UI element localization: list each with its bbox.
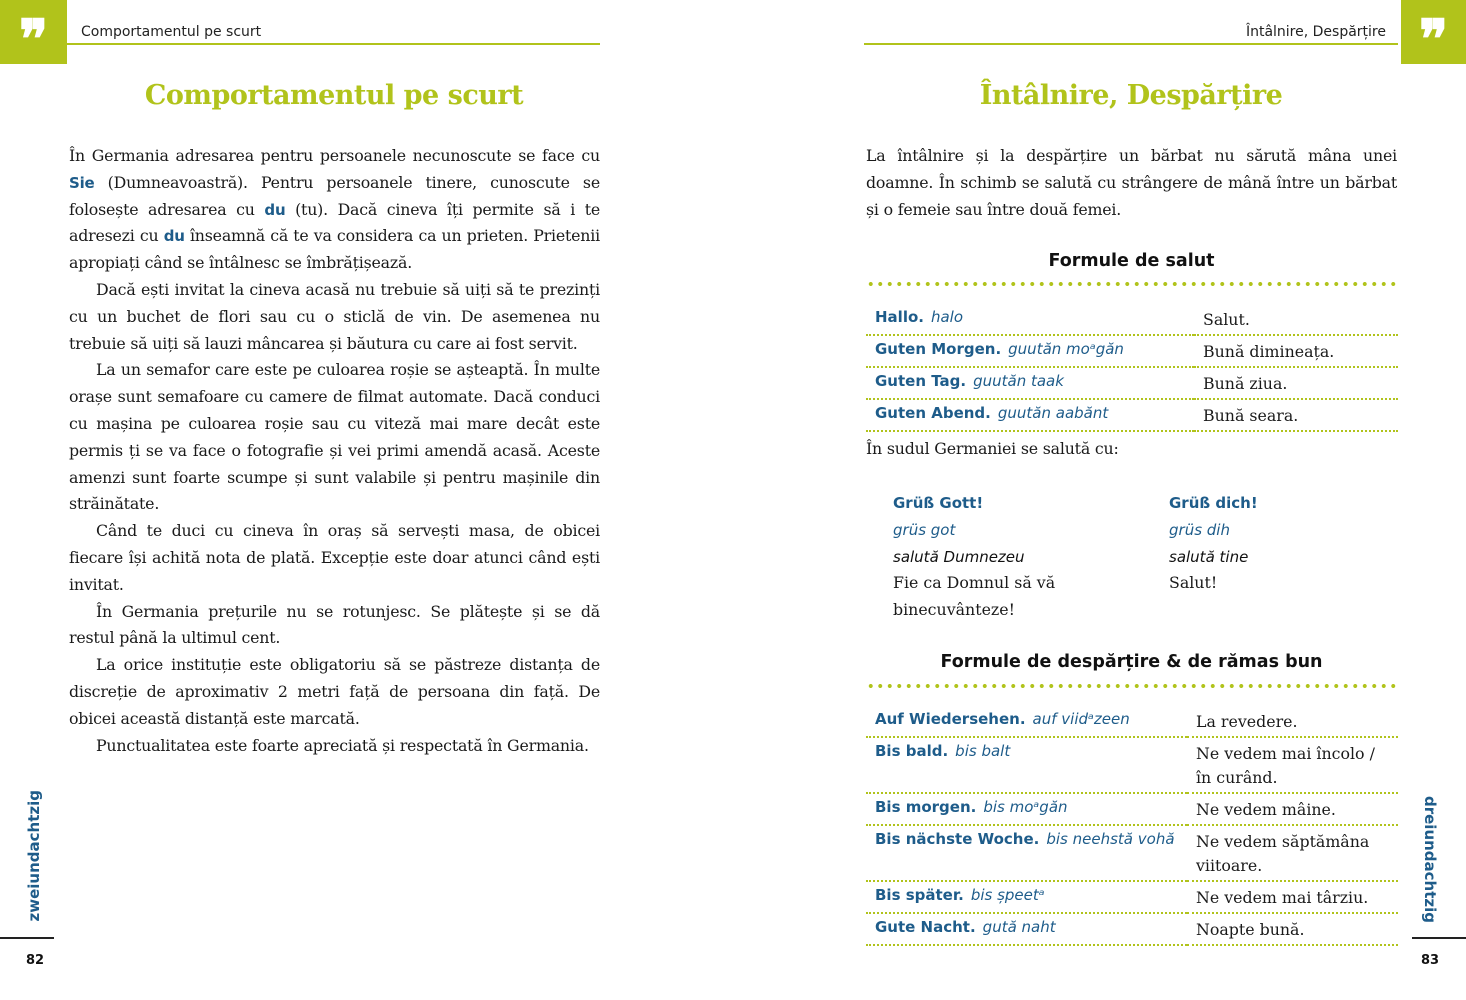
keyword: du (163, 227, 185, 246)
german-phrase: Bis nächste Woche. bis neehstă vohă (866, 825, 1187, 881)
table-row (866, 304, 1398, 335)
translation: Bună ziua. (1194, 367, 1398, 399)
paragraph: La orice instituție este obligatoriu să se păstreze distanța de discreție de aproximativ 2 metri față de persoana din față. De obicei această distanță este marcată. (69, 655, 600, 728)
translation: Bună seara. (1194, 399, 1398, 431)
keyword: du (264, 200, 286, 219)
paragraph: La un semafor care este pe culoarea roșie se așteaptă. În multe orașe sunt semafoare cu camere de filmat automate. Dacă conduci cu mașina pe culoarea roșie sau cu viteză mai mare decât este permis ți se va face o fotografie și vei primi amendă acasă. Aceste amenzi sunt foarte scumpe și sunt valabile și pentru mașinile din străinătate. (69, 360, 600, 514)
translation: Ne vedem mai încolo / în curând. (1187, 737, 1398, 793)
article-body (69, 143, 600, 759)
table-row (866, 737, 1398, 793)
german-phrase: Auf Wiedersehen. auf viidᵃzeen (866, 706, 1187, 737)
page-number-word: dreiundachtzig (1421, 796, 1439, 924)
german-phrase: Guten Morgen. guutăn moᵃgăn (866, 335, 1194, 367)
table-row (866, 913, 1398, 945)
german-phrase: Hallo. halo (866, 304, 1194, 335)
german-phrase: Grüß Gott! (893, 494, 984, 512)
keyword: Sie (69, 173, 95, 192)
quote-mark-icon: ❞ (1401, 0, 1466, 64)
literal-translation: salută Dumnezeu (893, 547, 1025, 566)
intro-text (866, 143, 1397, 223)
table-row (866, 367, 1398, 399)
translation: Ne vedem mâine. (1187, 793, 1398, 825)
meaning: Fie ca Domnul să vă binecuvânteze! (893, 573, 1056, 620)
table-row (866, 825, 1398, 881)
german-phrase: Grüß dich! (1169, 494, 1258, 512)
page-number: 83 (1421, 953, 1440, 968)
running-head: Întâlnire, Despărțire (1245, 24, 1386, 40)
german-phrase: Guten Abend. guutăn aabănt (866, 399, 1194, 431)
literal-translation: salută tine (1169, 547, 1249, 566)
table-row (866, 335, 1398, 367)
german-phrase: Gute Nacht. gută naht (866, 913, 1187, 945)
greetings-heading: Formule de salut (1048, 251, 1215, 271)
paragraph: În Germania adresarea pentru persoanele necunoscute se face cu Sie (Dumneavoastră). Pentru persoanele tinere, cunoscute se folosește adresarea cu du (tu). Dacă cineva îți permite să i te adresezi cu du înseamnă că te va considera ca un prieten. Prietenii apropiați când se întâlnesc se îmbrățișează. (69, 146, 601, 273)
translation: Salut. (1194, 304, 1398, 335)
page-number: 82 (26, 953, 45, 968)
table-row (866, 399, 1398, 431)
south-greeting-2 (1169, 490, 1389, 597)
german-phrase: Guten Tag. guutăn taak (866, 367, 1194, 399)
paragraph: Când te duci cu cineva în oraș să servești masa, de obicei fiecare își achită nota de plată. Excepție este doar atunci când ești invitat. (69, 521, 600, 594)
page-title: Comportamentul pe scurt (144, 80, 524, 111)
meaning: Salut! (1169, 573, 1218, 593)
paragraph: În sudul Germaniei se salută cu: (866, 439, 1119, 458)
paragraph: Punctualitatea este foarte apreciată și respectată în Germania. (96, 735, 589, 755)
header-rule (864, 43, 1398, 45)
greetings-table (866, 304, 1398, 432)
german-phrase: Bis später. bis șpeetᵃ (866, 881, 1187, 913)
farewells-table (866, 706, 1398, 946)
page-number-word: zweiundachtzig (25, 790, 43, 922)
footer-rule (1412, 937, 1466, 939)
paragraph: Dacă ești invitat la cineva acasă nu trebuie să uiți să te prezinți cu un buchet de flori sau cu o sticlă de vin. De asemenea nu trebuie să uiți să lauzi mâncarea și băutura cu care ai fost servit. (69, 279, 600, 353)
south-greeting-1 (893, 490, 1133, 624)
table-row (866, 793, 1398, 825)
german-phrase: Bis bald. bis balt (866, 737, 1187, 793)
right-page (733, 0, 1466, 1000)
quote-mark-icon: ❞ (0, 0, 67, 64)
running-head: Comportamentul pe scurt (81, 24, 262, 40)
table-row (866, 881, 1398, 913)
table-row (866, 706, 1398, 737)
pronunciation: grüs got (893, 520, 956, 539)
pronunciation: grüs dih (1169, 520, 1230, 539)
page-title: Întâlnire, Despărțire (979, 80, 1283, 111)
translation: Ne vedem mai târziu. (1187, 881, 1398, 913)
german-phrase: Bis morgen. bis moᵃgăn (866, 793, 1187, 825)
dotted-divider (866, 282, 1398, 286)
translation: Ne vedem săptămâna viitoare. (1187, 825, 1398, 881)
header-rule (67, 43, 600, 45)
dotted-divider (866, 684, 1398, 688)
translation: Noapte bună. (1187, 913, 1398, 945)
paragraph: La întâlnire și la despărțire un bărbat nu sărută mâna unei doamne. În schimb se salută cu strângere de mână între un bărbat și o femeie sau între două femei. (866, 146, 1397, 219)
translation: La revedere. (1187, 706, 1398, 737)
paragraph: În Germania prețurile nu se rotunjesc. Se plătește și se dă restul până la ultimul cent. (69, 601, 600, 648)
south-intro (866, 436, 1397, 463)
translation: Bună dimineața. (1194, 335, 1398, 367)
farewell-heading: Formule de despărțire & de rămas bun (940, 652, 1323, 672)
footer-rule (0, 937, 54, 939)
